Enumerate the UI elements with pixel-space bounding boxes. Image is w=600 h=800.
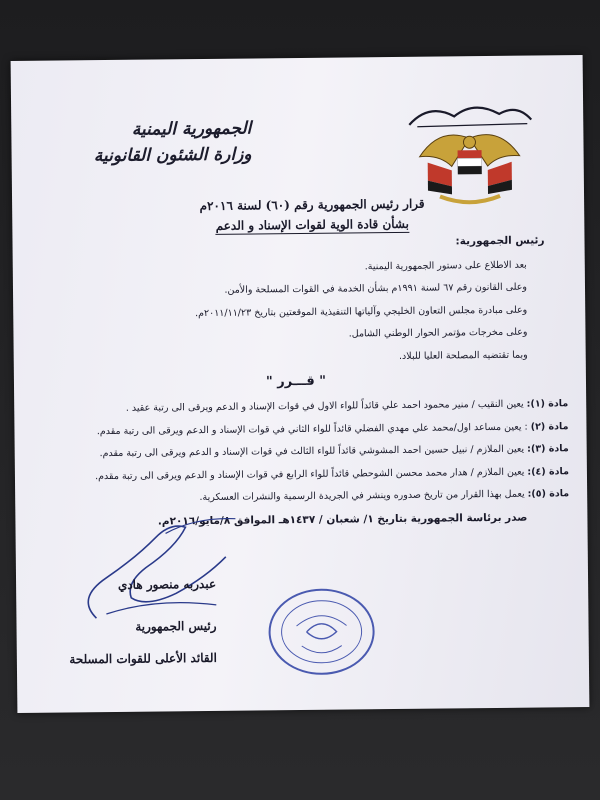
addressee: رئيس الجمهورية: <box>455 234 545 248</box>
signatory-name: عبدربه منصور هادي <box>117 576 217 592</box>
article-text: يعين النقيب / منير محمود احمد علي قائداً للواء الاول في قوات الإسناد و الدعم ويرقى الى رتبة عقيد . <box>125 398 524 414</box>
preamble-line: وعلى مبادرة مجلس التعاون الخليجي وآلياتها التنفيذية الموقعتين بتاريخ ٢٠١١/١١/٢٣م. <box>194 304 528 319</box>
issue-date-line: صدر برئاسة الجمهورية بتاريخ ١/ شعبان / ١٤٣٧هـ الموافق ٨/مايو/٢٠١٦م. <box>157 511 528 527</box>
article-item <box>46 399 568 414</box>
preamble-line: وعلى القانون رقم ٦٧ لسنة ١٩٩١م بشأن الخدمة في القوات المسلحة والأمن. <box>224 281 528 296</box>
decree-heading: " قـــرر " <box>265 373 327 390</box>
article-item <box>47 444 569 459</box>
signatory-title: رئيس الجمهورية <box>135 618 217 634</box>
decree-title <box>152 196 472 235</box>
preamble-line: وبما تقتضيه المصلحة العليا للبلاد. <box>398 349 528 362</box>
letterhead <box>51 118 251 166</box>
official-stamp-icon <box>266 585 377 678</box>
article-text: يعمل بهذا القرار من تاريخ صدوره وينشر في الجريدة الرسمية والنشرات العسكرية. <box>199 488 525 504</box>
article-item <box>47 467 569 482</box>
article-text: يعين الملازم / نبيل حسين احمد المشوشي قائداً للواء الثالث في قوات الإسناد و الدعم ويرقى الى رتبة مقدم. <box>99 443 525 460</box>
preamble-line: بعد الاطلاع على دستور الجمهورية اليمنية. <box>364 259 527 272</box>
decree-title-line1: قرار رئيس الجمهورية رقم (٦٠) لسنة ٢٠١٦م <box>199 196 425 214</box>
article-label: مادة (٣): <box>527 443 569 455</box>
country-name: الجمهورية اليمنية <box>131 118 252 140</box>
decree-title-line2: بشأن قادة الوية لقوات الإسناد و الدعم <box>215 216 410 233</box>
decree-document <box>11 55 590 713</box>
article-label: مادة (٢) <box>530 420 569 433</box>
ministry-name: وزارة الشئون القانونية <box>93 144 252 167</box>
decree-body <box>44 234 570 527</box>
preamble-line: وعلى مخرجات مؤتمر الحوار الوطني الشامل. <box>348 326 528 340</box>
preamble <box>45 260 546 365</box>
article-text: يعين الملازم / هدار محمد محسن الشوحطي قائداً للواء الرابع في قوات الإسناد و الدعم ويرقى الى رتبة مقدم. <box>95 466 525 482</box>
article-label: مادة (٥): <box>527 488 570 500</box>
signatory-title-military: القائد الأعلى للقوات المسلحة <box>69 650 217 667</box>
article-text: : يعين مساعد اول/محمد علي مهدي الفضلي قائداً للواء الثاني في قوات الإسناد و الدعم ويرقى الى رتبة مقدم. <box>96 421 528 437</box>
articles-list <box>46 398 570 504</box>
article-item <box>46 422 568 437</box>
article-label: مادة (١): <box>526 398 569 410</box>
article-label: مادة (٤): <box>527 465 569 478</box>
